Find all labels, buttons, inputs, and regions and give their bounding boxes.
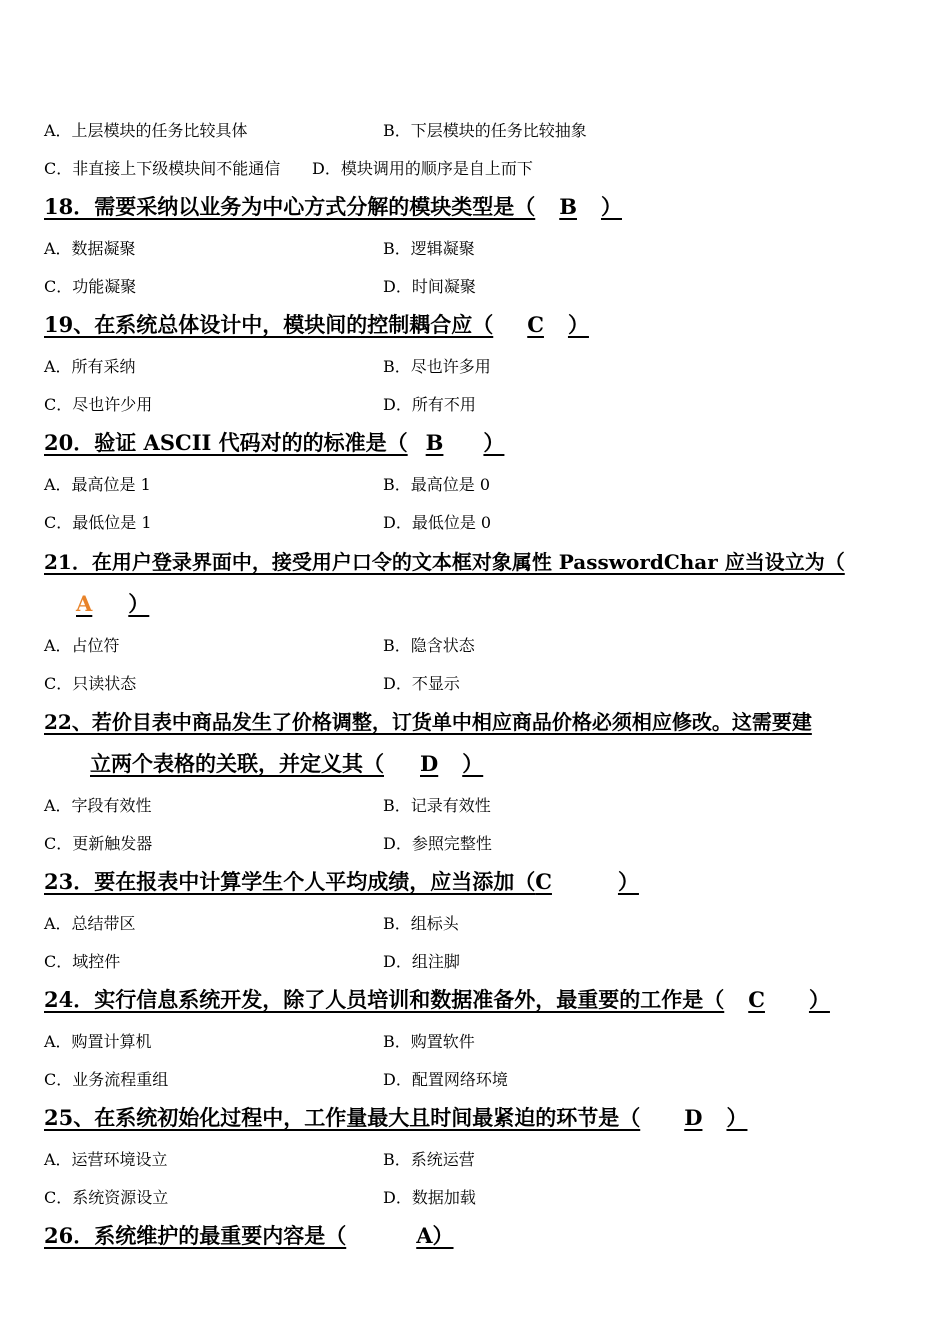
q25-option-b: B．系统运营 <box>383 1150 475 1169</box>
question-22-answer: D <box>420 751 439 776</box>
q22-option-d: D．参照完整性 <box>383 834 492 853</box>
q19-option-c: C．尽也许少用 <box>44 395 153 414</box>
question-19-answer: C <box>527 312 544 337</box>
q20-option-c: C．最低位是 1 <box>44 513 152 532</box>
q19-option-a: A．所有采纳 <box>44 357 136 376</box>
question-24-text: 24．实行信息系统开发，除了人员培训和数据准备外，最重要的工作是（ <box>44 987 725 1012</box>
q23-option-c: C．域控件 <box>44 952 121 971</box>
question-21-close: ） <box>128 591 150 616</box>
q17-option-a: A．上层模块的任务比较具体 <box>44 121 248 140</box>
q24-option-d: D．配置网络环境 <box>383 1070 508 1089</box>
q20-option-a: A．最高位是 1 <box>44 475 151 494</box>
q19-option-b: B．尽也许多用 <box>383 357 491 376</box>
q24-option-b: B．购置软件 <box>383 1032 475 1051</box>
q21-option-d: D．不显示 <box>383 674 460 693</box>
question-25-text: 25、在系统初始化过程中，工作量最大且时间最紧迫的环节是（ <box>44 1105 641 1130</box>
question-22: 22、若价目表中商品发生了价格调整，订货单中相应商品价格必须相应修改。这需要建 <box>44 710 812 734</box>
question-26 <box>44 1222 454 1250</box>
q17-option-d: D．模块调用的顺序是自上而下 <box>312 159 533 178</box>
q25-option-c: C．系统资源设立 <box>44 1188 169 1207</box>
question-26-text: 26．系统维护的最重要内容是（ <box>44 1223 347 1248</box>
question-20-close: ） <box>483 430 505 455</box>
q23-option-d: D．组注脚 <box>383 952 460 971</box>
question-23-text: 23．要在报表中计算学生个人平均成绩，应当添加（ <box>44 869 536 894</box>
question-26-close: ） <box>432 1223 454 1248</box>
q25-option-a: A．运营环境设立 <box>44 1150 168 1169</box>
question-21-answer: A <box>76 591 93 616</box>
q24-option-a: A．购置计算机 <box>44 1032 152 1051</box>
q20-option-b: B．最高位是 0 <box>383 475 491 494</box>
q20-option-d: D．最低位是 0 <box>383 513 492 532</box>
question-24 <box>44 986 830 1014</box>
q22-option-c: C．更新触发器 <box>44 834 153 853</box>
question-18-text: 18．需要采纳以业务为中心方式分解的模块类型是（ <box>44 194 536 219</box>
question-18 <box>44 193 622 221</box>
question-20-text: 20．验证 ASCII 代码对的的标准是（ <box>44 430 408 455</box>
question-23-close: ） <box>617 869 639 894</box>
question-19-close: ） <box>567 312 589 337</box>
question-18-answer: B <box>559 194 577 219</box>
q21-option-c: C．只读状态 <box>44 674 137 693</box>
question-20 <box>44 429 504 457</box>
q22-option-b: B．记录有效性 <box>383 796 491 815</box>
question-26-answer: A <box>416 1223 433 1248</box>
question-25-answer: D <box>684 1105 703 1130</box>
q17-option-b: B．下层模块的任务比较抽象 <box>383 121 587 140</box>
question-25 <box>44 1104 747 1132</box>
question-20-answer: B <box>425 430 444 455</box>
q19-option-d: D．所有不用 <box>383 395 476 414</box>
question-18-close: ） <box>600 194 622 219</box>
question-23-answer: C <box>535 869 552 894</box>
question-19 <box>44 311 589 339</box>
q17-option-c: C．非直接上下级模块间不能通信 <box>44 159 281 178</box>
q22-option-a: A．字段有效性 <box>44 796 152 815</box>
q24-option-c: C．业务流程重组 <box>44 1070 169 1089</box>
question-21: 21．在用户登录界面中，接受用户口令的文本框对象属性 PasswordChar 应当设立为（ <box>44 550 845 574</box>
q18-option-c: C．功能凝聚 <box>44 277 137 296</box>
q21-option-b: B．隐含状态 <box>383 636 475 655</box>
question-21-answer-line <box>76 590 149 618</box>
question-22-text: 立两个表格的关联，并定义其（ <box>90 751 384 776</box>
question-19-text: 19、在系统总体设计中，模块间的控制耦合应（ <box>44 312 494 337</box>
question-24-close: ） <box>808 987 830 1012</box>
q18-option-b: B．逻辑凝聚 <box>383 239 475 258</box>
q18-option-d: D．时间凝聚 <box>383 277 476 296</box>
question-22-line2 <box>90 750 483 778</box>
question-24-answer: C <box>748 987 765 1012</box>
q23-option-b: B．组标头 <box>383 914 459 933</box>
question-22-close: ） <box>462 751 484 776</box>
question-23 <box>44 868 639 896</box>
q23-option-a: A．总结带区 <box>44 914 136 933</box>
q25-option-d: D．数据加载 <box>383 1188 476 1207</box>
q21-option-a: A．占位符 <box>44 636 120 655</box>
question-25-close: ） <box>726 1105 748 1130</box>
q18-option-a: A．数据凝聚 <box>44 239 136 258</box>
